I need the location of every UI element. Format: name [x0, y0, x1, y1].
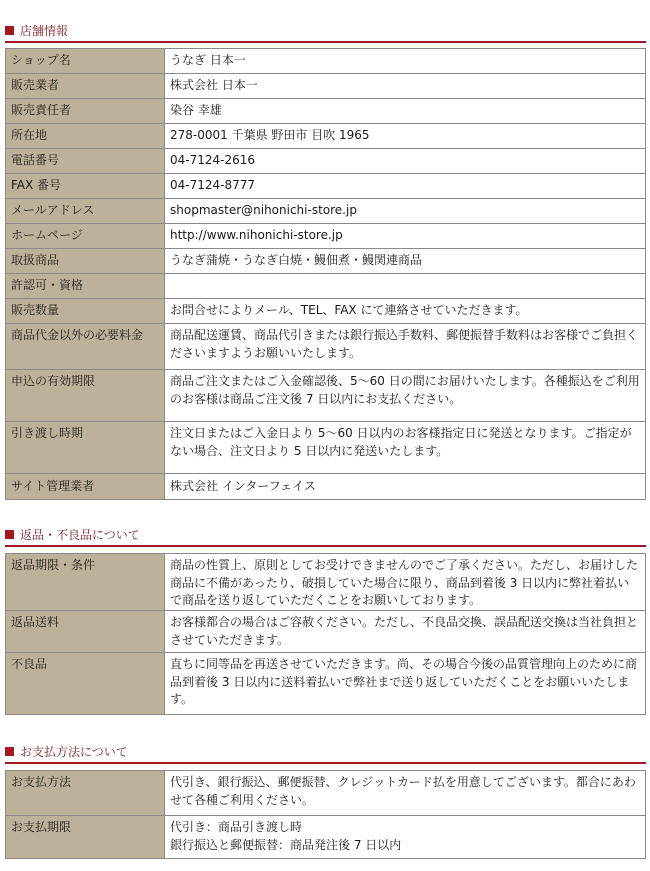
table-row: [6, 324, 646, 370]
section-divider: [5, 545, 646, 547]
row-label: お支払方法: [6, 771, 165, 816]
table-row: [6, 199, 646, 224]
row-label: 引き渡し時期: [6, 422, 165, 474]
row-value: 株式会社 インターフェイス: [165, 474, 646, 500]
table-row: [6, 49, 646, 74]
store-info-table-last: [5, 473, 646, 500]
store-info-heading: [5, 22, 68, 38]
table-row: [6, 816, 646, 859]
homepage-link[interactable]: http://www.nihonichi-store.jp: [165, 224, 646, 249]
section-divider: [5, 762, 646, 764]
email-link[interactable]: shopmaster@nihonichi-store.jp: [165, 199, 646, 224]
payment-table: [5, 770, 646, 859]
row-value: 商品配送運賃、商品代引きまたは銀行振込手数料、郵便振替手数料はお客様でご負担くださいますようお願いいたします。: [165, 324, 646, 370]
store-info-title: 店舗情報: [20, 23, 69, 38]
row-value: [165, 816, 646, 859]
fax-value: 04-7124-8777: [165, 174, 646, 199]
table-row: [6, 124, 646, 149]
row-label: 返品送料: [6, 611, 165, 653]
row-value: [165, 274, 646, 299]
section-divider: [5, 41, 646, 43]
row-label: 販売責任者: [6, 99, 165, 124]
row-value: 代引き、銀行振込、郵便振替、クレジットカード払を用意してございます。都合にあわせて各種ご利用ください。: [165, 771, 646, 816]
row-label: 販売数量: [6, 299, 165, 324]
section-marker-icon: [5, 26, 14, 35]
store-info-table-multiline: [5, 323, 646, 474]
row-label: 申込の有効期限: [6, 370, 165, 422]
row-value: 278-0001 千葉県 野田市 目吹 1965: [165, 124, 646, 149]
table-row: [6, 174, 646, 199]
row-value: 商品の性質上、原則としてお受けできませんのでご了承ください。ただし、お届けした商品に不備があったり、破損していた場合に限り、商品到着後 3 日以内に弊社着払いで商品を送り返していただくことをお願いしております。: [165, 554, 646, 611]
returns-title: 返品・不良品について: [20, 527, 140, 542]
table-row: [6, 299, 646, 324]
row-label: 所在地: [6, 124, 165, 149]
section-marker-icon: [5, 530, 14, 539]
row-label: 不良品: [6, 653, 165, 715]
returns-table: [5, 553, 646, 715]
row-value: 染谷 幸雄: [165, 99, 646, 124]
table-row: [6, 422, 646, 474]
section-marker-icon: [5, 747, 14, 756]
row-value: 直ちに同等品を再送させていただきます。尚、その場合今後の品質管理向上のために商品到着後 3 日以内に送料着払いで弊社まで送り返していただくことをお願いいたします。: [165, 653, 646, 715]
row-label: 電話番号: [6, 149, 165, 174]
row-label: 許認可・資格: [6, 274, 165, 299]
phone-value[interactable]: 04-7124-2616: [165, 149, 646, 174]
row-label: 返品期限・条件: [6, 554, 165, 611]
row-value: 注文日またはご入金日より 5～60 日以内のお客様指定日に発送となります。ご指定がない場合、注文日より 5 日以内に発送いたします。: [165, 422, 646, 474]
payment-deadline-line: 銀行振込と郵便振替：商品発注後 7 日以内: [170, 837, 402, 852]
table-row: [6, 274, 646, 299]
row-value: うなぎ 日本一: [165, 49, 646, 74]
row-label: サイト管理業者: [6, 474, 165, 500]
returns-heading: [5, 526, 140, 542]
payment-title: お支払方法について: [20, 744, 128, 759]
row-value: お問合せによりメール、TEL、FAX にて連絡させていただきます。: [165, 299, 646, 324]
table-row: [6, 474, 646, 500]
row-value: 株式会社 日本一: [165, 74, 646, 99]
table-row: [6, 149, 646, 174]
row-label: 商品代金以外の必要料金: [6, 324, 165, 370]
payment-deadline-line: 代引き：商品引き渡し時: [170, 820, 303, 834]
table-row: [6, 771, 646, 816]
table-row: [6, 74, 646, 99]
store-info-table: [5, 48, 646, 324]
row-label: FAX 番号: [6, 174, 165, 199]
row-label: お支払期限: [6, 816, 165, 859]
table-row: [6, 249, 646, 274]
row-label: 販売業者: [6, 74, 165, 99]
row-value: 商品ご注文またはご入金確認後、5～60 日の間にお届けいたします。各種振込をご利用のお客様は商品ご注文後 7 日以内にお支払ください。: [165, 370, 646, 422]
table-row: [6, 554, 646, 611]
row-label: 取扱商品: [6, 249, 165, 274]
row-value: お客様都合の場合はご容赦ください。ただし、不良品交換、誤品配送交換は当社負担とさせていただきます。: [165, 611, 646, 653]
payment-heading: [5, 743, 128, 759]
table-row: [6, 653, 646, 715]
row-value: うなぎ蒲焼・うなぎ白焼・鰻佃煮・鰻関連商品: [165, 249, 646, 274]
table-row: [6, 611, 646, 653]
row-label: ショップ名: [6, 49, 165, 74]
table-row: [6, 224, 646, 249]
row-label: メールアドレス: [6, 199, 165, 224]
row-label: ホームページ: [6, 224, 165, 249]
table-row: [6, 370, 646, 422]
table-row: [6, 99, 646, 124]
